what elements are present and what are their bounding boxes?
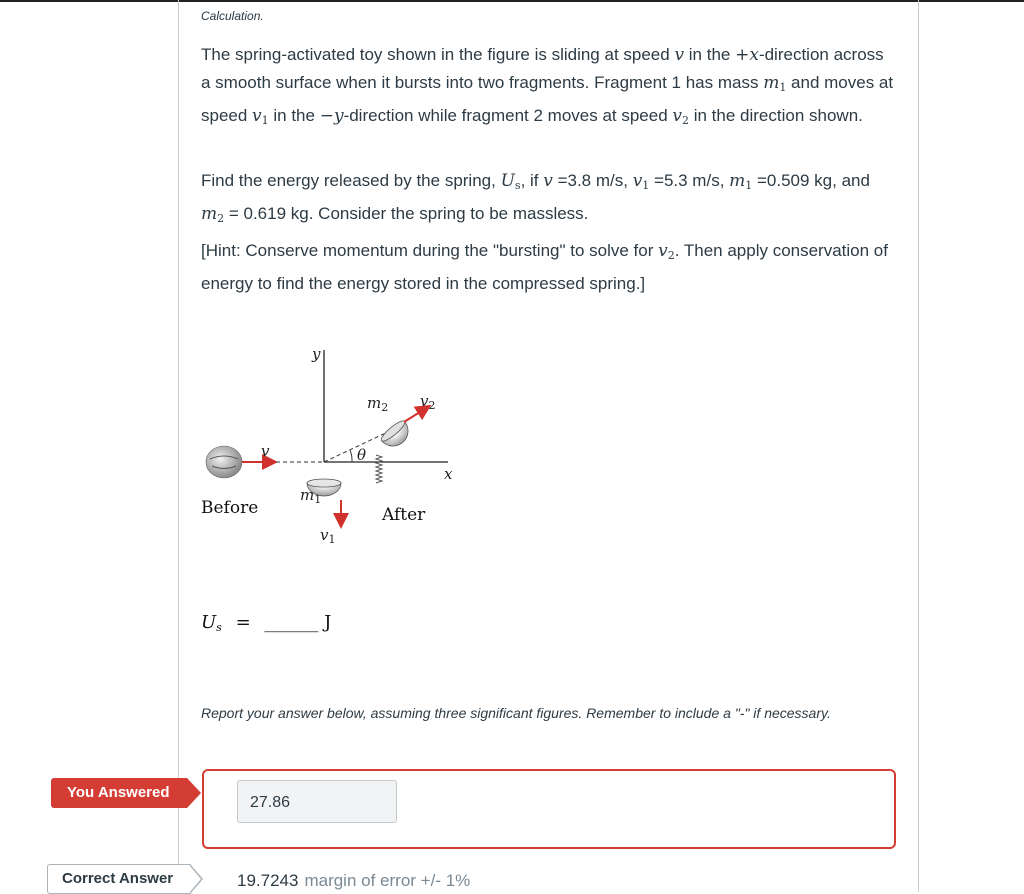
correct-answer-badge: Correct Answer	[47, 864, 191, 894]
you-answered-badge: You Answered	[51, 778, 187, 808]
theta-label: θ	[357, 446, 367, 464]
problem-figure	[190, 335, 480, 560]
question-card-left-border	[178, 0, 179, 892]
v-label: v	[261, 442, 270, 460]
spring	[376, 455, 382, 483]
question-card-right-border	[918, 0, 919, 892]
user-answer-field[interactable]: 27.86	[237, 780, 397, 823]
after-label: After	[382, 505, 426, 525]
m1-label: $m_1$	[300, 486, 322, 506]
toy-ball-before	[206, 446, 242, 478]
v1-label: $v_1$	[320, 526, 336, 546]
top-divider	[0, 0, 1024, 2]
m2-label: $m_2$	[367, 394, 389, 414]
before-label: Before	[201, 498, 259, 518]
y-axis-label: y	[312, 345, 321, 363]
report-instructions: Report your answer below, assuming three significant figures. Remember to include a "-" if necessary.	[201, 705, 831, 721]
answer-prompt: $U_s$ = ______ J	[201, 612, 332, 634]
question-type-label: Calculation.	[201, 9, 264, 23]
margin-of-error: margin of error +/- 1%	[304, 871, 471, 890]
fragment-2	[379, 418, 414, 452]
hint-paragraph: [Hint: Conserve momentum during the "bursting" to solve for $v_2$. Then apply conservation of energy to find the energy stored in the compressed spring.]	[201, 241, 888, 293]
problem-paragraph-2: Find the energy released by the spring, $U_s$, if v =3.8 m/s, $v_1 =5.3$ m/s, $m_1 =0.509$ kg, and $m_2 = 0.619$ kg. Consider the spring to be massless.	[201, 171, 870, 225]
x-axis-label: x	[444, 465, 453, 483]
problem-paragraph-1: The spring-activated toy shown in the figure is sliding at speed v in the +x-direction across a smooth surface when it bursts into two fragments. Fragment 1 has mass $m_1$ and moves at speed $v_1$ in the −y-direction while fragment 2 moves at speed $v_2$ in the direction shown.	[201, 45, 894, 127]
correct-answer-value: 19.7243 margin of error +/- 1%	[237, 871, 471, 890]
v2-label: $v_2$	[420, 392, 436, 412]
